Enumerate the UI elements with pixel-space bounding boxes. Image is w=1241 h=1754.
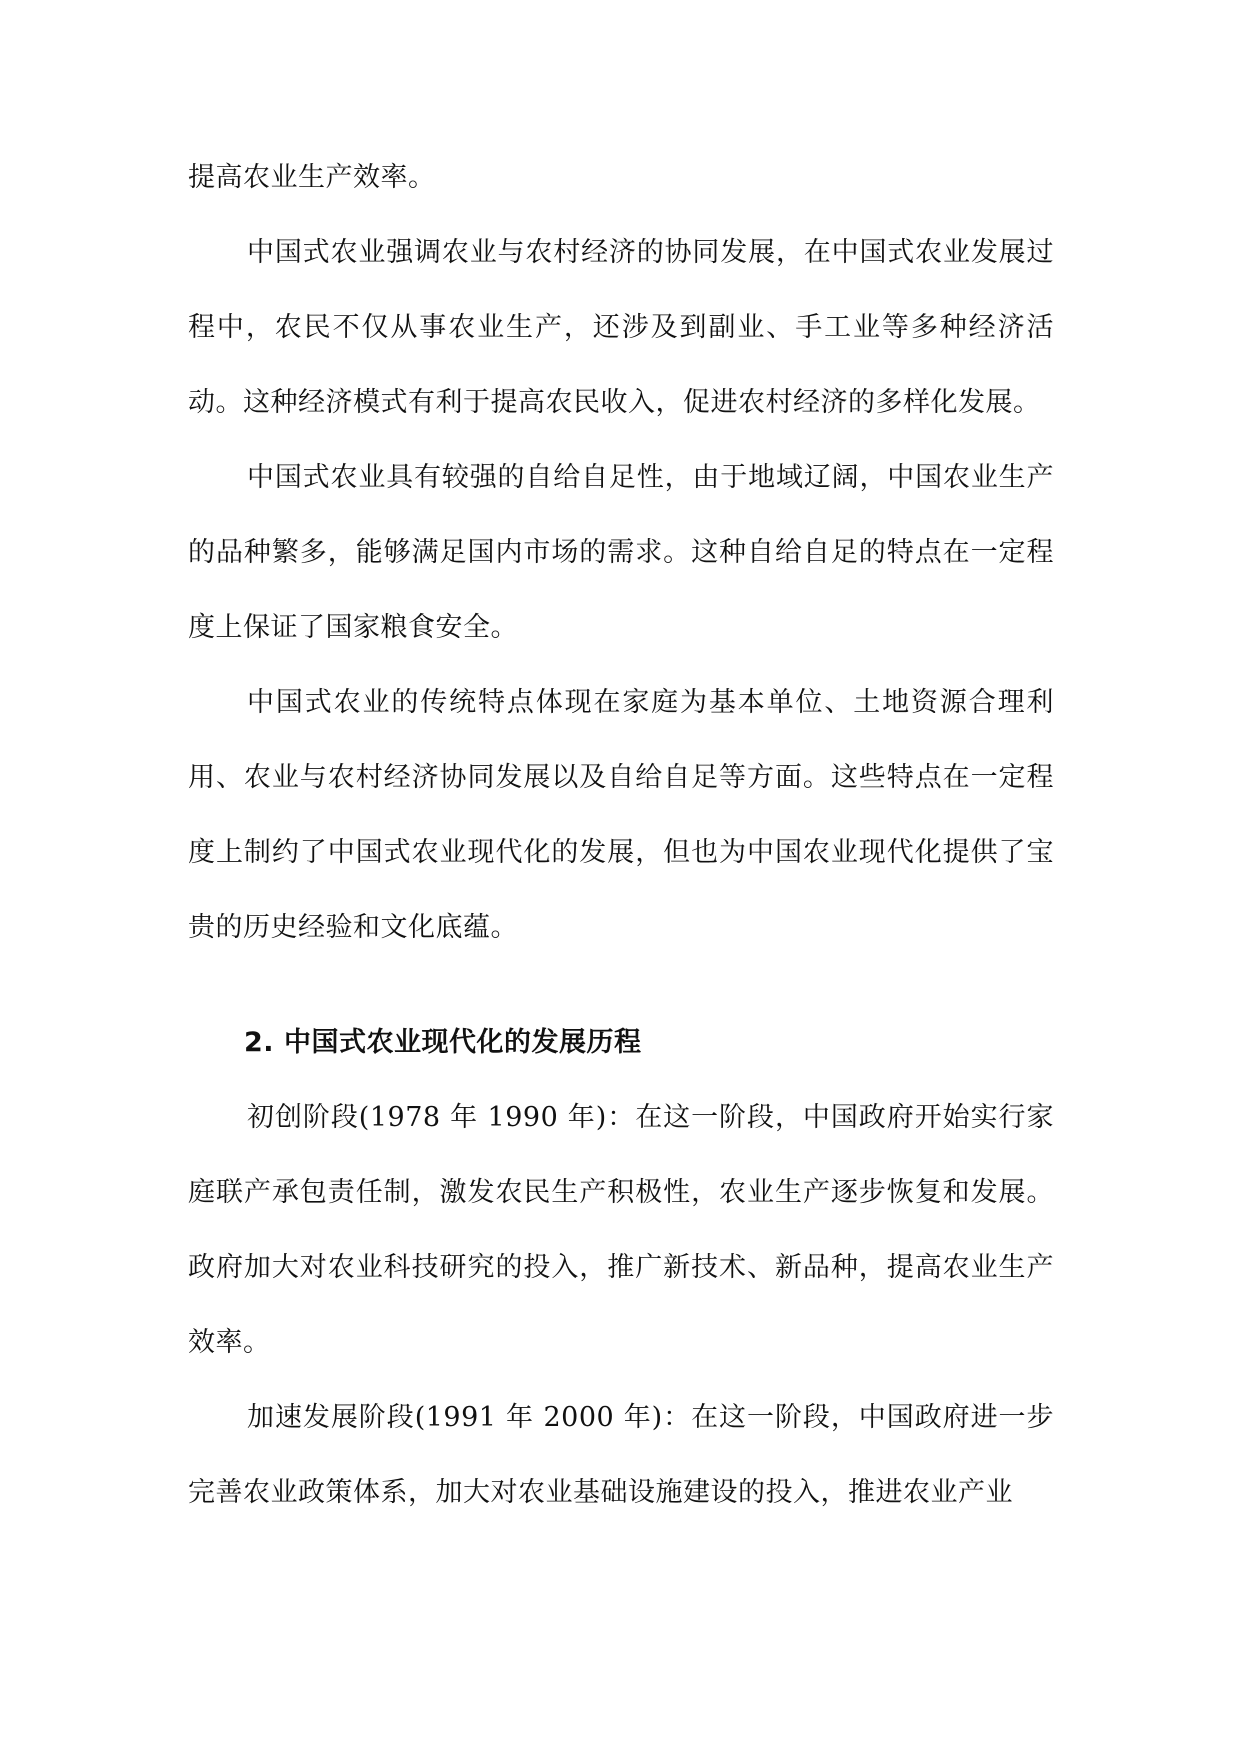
section-heading: 2. 中国式农业现代化的发展历程: [244, 1027, 642, 1058]
paragraph-initial-stage: 初创阶段(1978 年 1990 年)：在这一阶段，中国政府开始实行家庭联产承包责任制，激发农民生产积极性，农业生产逐步恢复和发展。政府加大对农业科技研究的投入，推广新技术、新品种，提高农业生产效率。: [188, 1102, 1054, 1358]
document-body: [188, 140, 1054, 1530]
paragraph-continuation: 提高农业生产效率。: [188, 162, 436, 193]
paragraph-self-sufficiency: 中国式农业具有较强的自给自足性，由于地域辽阔，中国农业生产的品种繁多，能够满足国内市场的需求。这种自给自足的特点在一定程度上保证了国家粮食安全。: [188, 462, 1054, 643]
paragraph-accelerated-stage: 加速发展阶段(1991 年 2000 年)：在这一阶段，中国政府进一步完善农业政策体系，加大对农业基础设施建设的投入，推进农业产业: [188, 1402, 1054, 1508]
paragraph-coordinated-development: 中国式农业强调农业与农村经济的协同发展，在中国式农业发展过程中，农民不仅从事农业生产，还涉及到副业、手工业等多种经济活动。这种经济模式有利于提高农民收入，促进农村经济的多样化发展。: [188, 237, 1054, 418]
paragraph-traditional-characteristics: 中国式农业的传统特点体现在家庭为基本单位、土地资源合理利用、农业与农村经济协同发展以及自给自足等方面。这些特点在一定程度上制约了中国式农业现代化的发展，但也为中国农业现代化提供了宝贵的历史经验和文化底蕴。: [188, 687, 1054, 943]
